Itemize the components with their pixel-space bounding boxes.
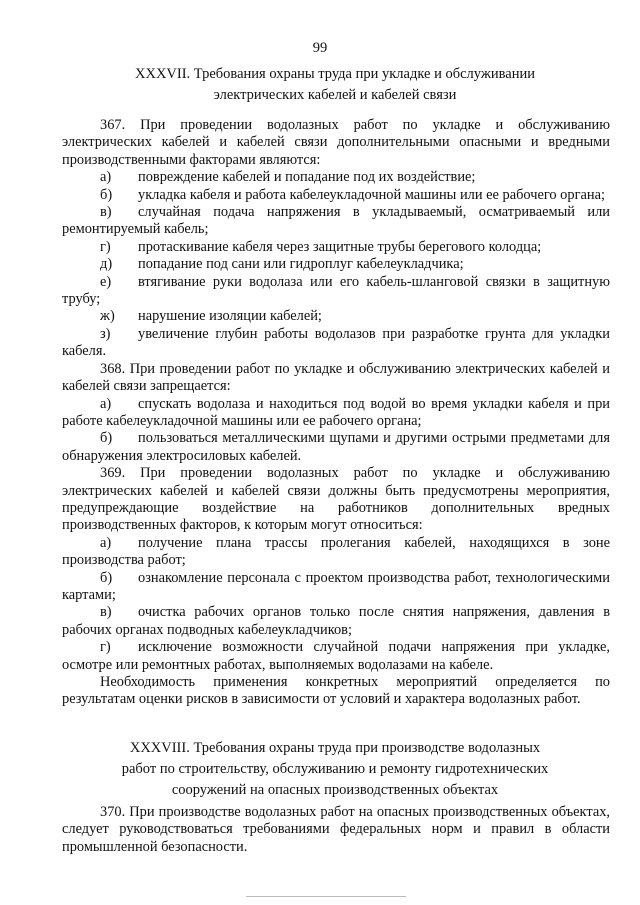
section-38-title-line3: сооружений на опасных производственных объектах [171, 782, 499, 798]
page-number: 99 [312, 40, 328, 56]
paragraph-369-item-v [62, 604, 610, 639]
item-marker: а) [100, 534, 112, 551]
item-marker: а) [100, 169, 112, 186]
paragraph-369-closing: Необходимость применения конкретных мероприятий определяется по результатам оценки рисков в зависимости от условий и характера водолазных работ. [62, 674, 610, 708]
item-text: ознакомление персонала с проектом производства работ, технологическими картами; [62, 569, 610, 603]
item-marker: а) [100, 395, 112, 412]
item-text: укладка кабеля и работа кабелеукладочной машины или ее рабочего органа; [138, 186, 605, 203]
paragraph-368-item-b [62, 430, 610, 465]
paragraph-367-item-z [62, 326, 610, 361]
item-marker: ж) [100, 308, 115, 325]
section-37-title-line2: электрических кабелей и кабелей связи [213, 87, 457, 103]
item-text: получение плана трассы пролегания кабелей, находящихся в зоне производства работ; [62, 534, 610, 569]
section-37-title-line1: XXXVII. Требования охраны труда при укладке и обслуживании [135, 66, 535, 82]
section-37-title [100, 64, 570, 106]
section-38-body [62, 804, 610, 856]
item-text: случайная подача напряжения в укладываемый, осматриваемый или ремонтируемый кабель; [62, 204, 610, 238]
paragraph-369-item-a [62, 535, 610, 570]
item-marker: е) [100, 273, 112, 290]
paragraph-367-item-g [62, 239, 610, 256]
paragraph-368-intro: 368. При проведении работ по укладке и обслуживанию электрических кабелей и кабелей связи запрещается: [62, 360, 610, 395]
paragraph-368-item-a [62, 396, 610, 431]
paragraph-367-item-a [62, 169, 610, 186]
item-text: увеличение глубин работы водолазов при разработке грунта для укладки кабеля. [62, 325, 610, 360]
item-text: пользоваться металлическими щупами и другими острыми предметами для обнаружения электросиловых кабелей. [62, 430, 610, 464]
paragraph-370: 370. При производстве водолазных работ на опасных производственных объектах, следует руководствоваться требованиями федеральных норм и правил в области промышленной безопасности. [62, 804, 610, 855]
item-marker: г) [100, 238, 111, 255]
paragraph-367-item-e [62, 274, 610, 309]
item-text: протаскивание кабеля через защитные трубы берегового колодца; [138, 238, 542, 255]
paragraph-369-item-b [62, 570, 610, 605]
item-marker: б) [100, 569, 113, 586]
scan-edge-line [246, 896, 406, 897]
item-marker: б) [100, 186, 113, 203]
paragraph-369-intro: 369. При проведении водолазных работ по укладке и обслуживанию электрических кабелей и кабелей связи должны быть предусмотрены мероприятия, предупреждающие воздействие на работников дополнительных вредных производственных факторов, к которым могут относиться: [62, 465, 610, 534]
item-text: исключение возможности случайной подачи напряжения при укладке, осмотре или ремонтных работах, выполняемых водолазами на кабеле. [62, 639, 610, 673]
item-text: спускать водолаза и находиться под водой во время укладки кабеля и при работе кабелеукладочной машины или ее рабочего органа; [62, 395, 610, 429]
item-text: втягивание руки водолаза или его кабель-шланговой связки в защитную трубу; [62, 273, 610, 308]
paragraph-367-intro: 367. При проведении водолазных работ по укладке и обслуживанию электрических кабелей и кабелей связи дополнительными опасными и вредными производственными факторами являются: [62, 117, 610, 168]
paragraph-367-item-d [62, 256, 610, 273]
item-marker: з) [100, 325, 111, 342]
paragraph-367-item-b [62, 187, 610, 204]
item-marker: в) [100, 204, 112, 221]
paragraph-367-item-zh [62, 308, 610, 325]
item-marker: б) [100, 430, 113, 447]
section-38-title [100, 738, 570, 801]
item-marker: в) [100, 604, 112, 621]
section-37-body [62, 117, 610, 709]
item-marker: г) [100, 639, 111, 656]
item-text: нарушение изоляции кабелей; [138, 308, 322, 325]
section-38-title-line2: работ по строительству, обслуживанию и ремонту гидротехнических [121, 761, 549, 777]
item-text: очистка рабочих органов только после снятия напряжения, давления в рабочих органах подводных кабелеукладчиков; [62, 604, 610, 638]
item-text: попадание под сани или гидроплуг кабелеукладчика; [138, 256, 464, 273]
item-marker: д) [100, 256, 113, 273]
item-text: повреждение кабелей и попадание под их воздействие; [138, 169, 476, 186]
section-38-title-line1: XXXVIII. Требования охраны труда при производстве водолазных [129, 740, 541, 756]
paragraph-369-item-g [62, 639, 610, 674]
paragraph-367-item-v [62, 204, 610, 239]
